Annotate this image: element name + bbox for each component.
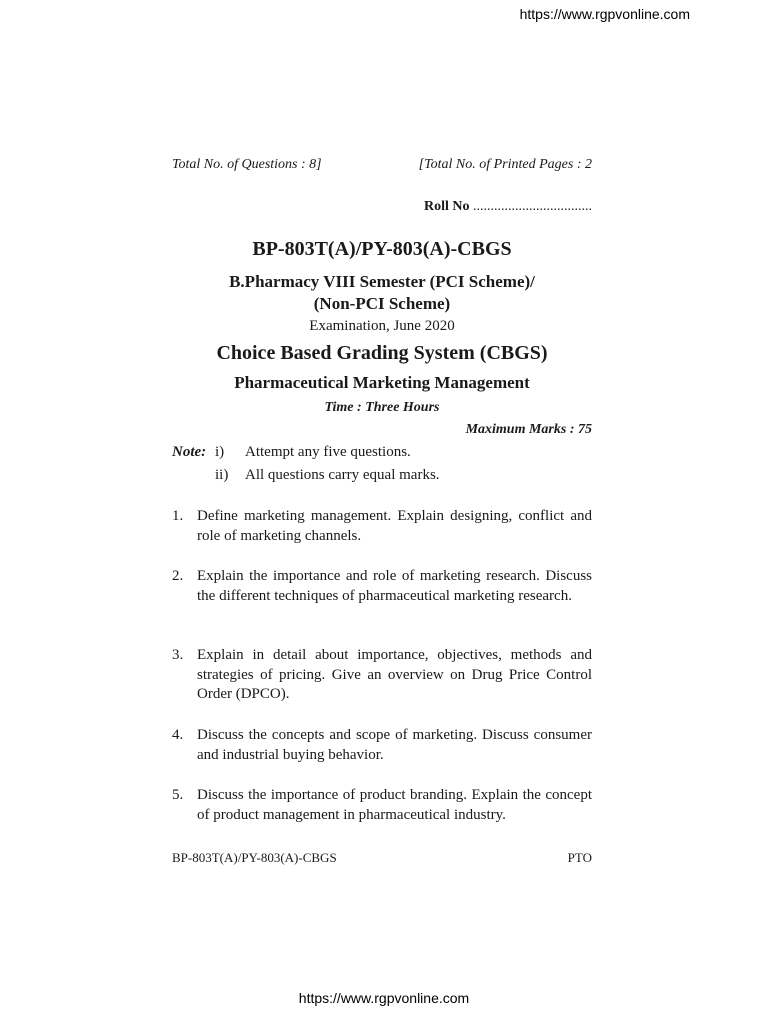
question-number: 5.	[172, 787, 184, 803]
question-text: Discuss the importance of product branding. Explain the concept of product management in pharmaceutical industry.	[197, 787, 592, 823]
footer-url-link[interactable]: https://www.rgpvonline.com	[298, 990, 470, 1006]
note-item-number: i)	[215, 444, 225, 460]
grading-system-title: Choice Based Grading System (CBGS)	[216, 342, 548, 364]
question-item	[172, 786, 592, 825]
roll-dots: ..................................	[469, 199, 592, 214]
program-line-1: B.Pharmacy VIII Semester (PCI Scheme)/	[229, 272, 535, 291]
paper-code-title: BP-803T(A)/PY-803(A)-CBGS	[252, 238, 512, 260]
question-number: 1.	[172, 508, 184, 524]
question-number: 4.	[172, 727, 184, 743]
question-item	[172, 507, 592, 546]
question-text: Explain in detail about importance, objectives, methods and strategies of pricing. Give an overview on Drug Price Control Order (DPCO).	[197, 647, 592, 702]
note-label: Note:	[172, 444, 207, 460]
question-item	[172, 567, 592, 606]
footer-paper-code: BP-803T(A)/PY-803(A)-CBGS	[172, 850, 337, 865]
subject-title: Pharmaceutical Marketing Management	[234, 373, 530, 392]
maximum-marks: Maximum Marks : 75	[465, 422, 592, 437]
roll-number-line	[424, 199, 592, 215]
footer-pto: PTO	[567, 850, 592, 865]
roll-label: Roll No	[424, 199, 470, 214]
question-item	[172, 646, 592, 705]
question-item	[172, 726, 592, 765]
total-questions-text: Total No. of Questions : 8]	[172, 157, 322, 172]
total-pages-text: [Total No. of Printed Pages : 2	[418, 157, 592, 172]
question-number: 2.	[172, 568, 184, 584]
question-text: Explain the importance and role of marketing research. Discuss the different techniques of pharmaceutical marketing research.	[197, 568, 592, 604]
examination-date: Examination, June 2020	[309, 318, 455, 334]
header-url-link[interactable]: https://www.rgpvonline.com	[519, 6, 690, 22]
question-number: 3.	[172, 647, 184, 663]
note-item-text: All questions carry equal marks.	[245, 467, 440, 483]
time-allowed: Time : Three Hours	[324, 400, 440, 415]
question-text: Define marketing management. Explain designing, conflict and role of marketing channels.	[197, 508, 592, 544]
note-item-number: ii)	[215, 467, 229, 483]
note-item-text: Attempt any five questions.	[245, 444, 411, 460]
program-line-2: (Non-PCI Scheme)	[313, 294, 451, 313]
question-text: Discuss the concepts and scope of marketing. Discuss consumer and industrial buying behavior.	[197, 727, 592, 763]
